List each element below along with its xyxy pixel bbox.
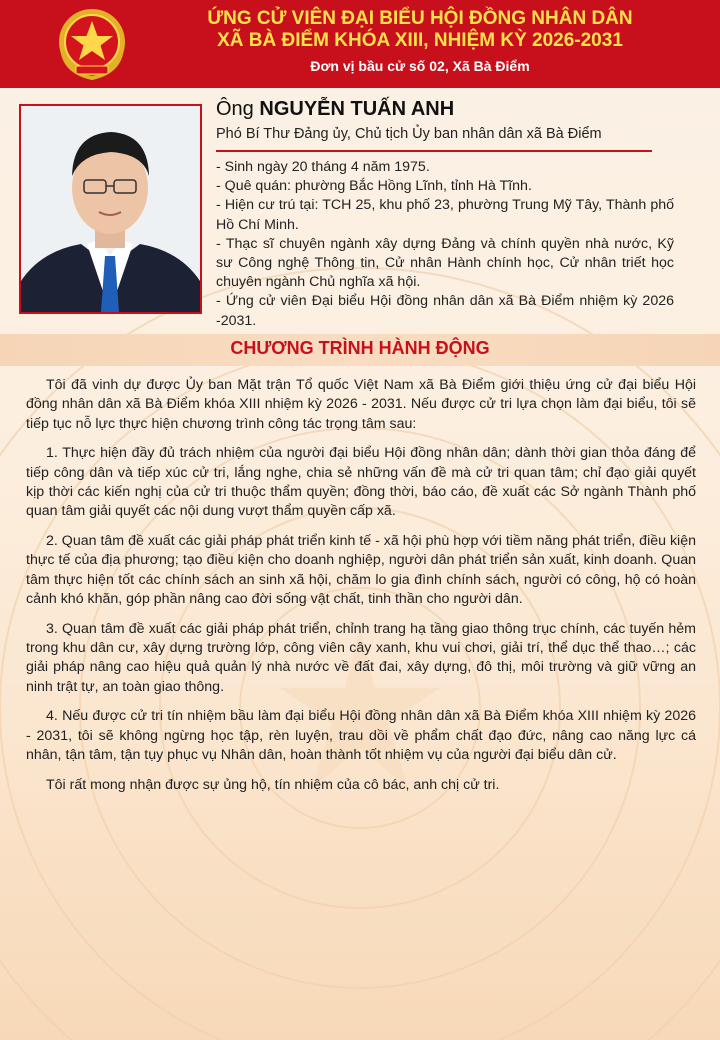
divider [216,150,652,152]
program-paragraph: 2. Quan tâm đề xuất các giải pháp phát triển kinh tế - xã hội phù hợp với tiềm năng phát triển, điều kiện thực tế của địa phương; tạo điều kiện cho doanh nghiệp, người dân phát triển sản xuất, kinh doanh. Quan tâm thực hiện tốt các chính sách an sinh xã hội, chăm lo gia đình chính sách, người có công, hộ có hoàn cảnh khó khăn, góp phần nâng cao đời sống vật chất, tinh thần cho người dân. [26,533,696,607]
candidate-name-text: NGUYỄN TUẤN ANH [259,98,455,120]
bio-item: - Ứng cử viên Đại biểu Hội đồng nhân dân xã Bà Điểm nhiệm kỳ 2026 -2031. [216,293,674,329]
header-banner [0,0,720,88]
header-title-line2: XÃ BÀ ĐIỂM KHÓA XIII, NHIỆM KỲ 2026-2031 [217,30,623,51]
candidate-name-prefix: Ông [216,98,254,120]
program-content [26,376,696,806]
candidate-photo [19,104,202,314]
header-title-line1: ỨNG CỬ VIÊN ĐẠI BIỂU HỘI ĐỒNG NHÂN DÂN [207,8,633,29]
program-paragraph: Tôi rất mong nhận được sự ủng hộ, tín nhiệm của cô bác, anh chị cử tri. [46,776,500,793]
header-subtitle: Đơn vị bầu cử số 02, Xã Bà Điểm [310,58,530,74]
candidate-bio [216,158,674,331]
candidate-portrait-icon [21,106,200,312]
bio-item: - Sinh ngày 20 tháng 4 năm 1975. [216,159,430,175]
program-paragraph: 3. Quan tâm đề xuất các giải pháp phát triển, chỉnh trang hạ tầng giao thông trục chính, các tuyến hẻm trong khu dân cư, xây dựng trường lớp, công viên cây xanh, khu vui chơi, giải trí, thể dục thể thao…; các giải pháp nâng cao hiệu quả quản lý nhà nước về đất đai, xây dựng, đô thị, môi trường và giữ vững an ninh trật tự, an toàn giao thông. [26,620,696,695]
program-paragraph: Tôi đã vinh dự được Ủy ban Mặt trận Tổ quốc Việt Nam xã Bà Điểm giới thiệu ứng cử đại biểu Hội đồng nhân dân xã Bà Điểm khóa XIII nhiệm kỳ 2026 - 2031. Nếu được cử tri lựa chọn làm đại biểu, tôi sẽ tiếp tục nỗ lực thực hiện chương trình công tác trọng tâm sau: [26,377,696,432]
program-paragraph: 1. Thực hiện đầy đủ trách nhiệm của người đại biểu Hội đồng nhân dân; dành thời gian thỏa đáng để tiếp công dân và tiếp xúc cử tri, lắng nghe, chia sẻ những vấn đề mà cử tri quan tâm; chỉ đạo giải quyết kịp thời các kiến nghị của cử tri thuộc thẩm quyền; đồng thời, báo cáo, đề xuất các Sở ngành Thành phố quan tâm giải quyết các nội dung vượt thẩm quyền cấp xã. [26,445,696,520]
bio-item: - Hiện cư trú tại: TCH 25, khu phố 23, phường Trung Mỹ Tây, Thành phố Hồ Chí Minh. [216,197,674,233]
candidate-position: Phó Bí Thư Đảng ủy, Chủ tịch Ủy ban nhân dân xã Bà Điểm [216,126,602,142]
bio-item: - Quê quán: phường Bắc Hồng Lĩnh, tỉnh Hà Tĩnh. [216,178,532,195]
national-emblem-icon [54,6,130,82]
section-title: CHƯƠNG TRÌNH HÀNH ĐỘNG [230,338,490,358]
bio-item: - Thạc sĩ chuyên ngành xây dựng Đảng và chính quyền nhà nước, Kỹ sư Công nghệ Thông tin, Cử nhân Hành chính học, Cử nhân triết học chuyên ngành Chủ nghĩa xã hội. [216,235,674,291]
program-paragraph: 4. Nếu được cử tri tín nhiệm bầu làm đại biểu Hội đồng nhân dân xã Bà Điểm khóa XIII nhiệm kỳ 2026 - 2031, tôi sẽ không ngừng học tập, rèn luyện, trau dồi về phẩm chất đạo đức, nâng cao năng lực cá nhân, tận tâm, tận tụy phục vụ Nhân dân, hoàn thành tốt nhiệm vụ của người đại biểu dân cử. [26,708,696,764]
candidate-name [216,98,454,121]
